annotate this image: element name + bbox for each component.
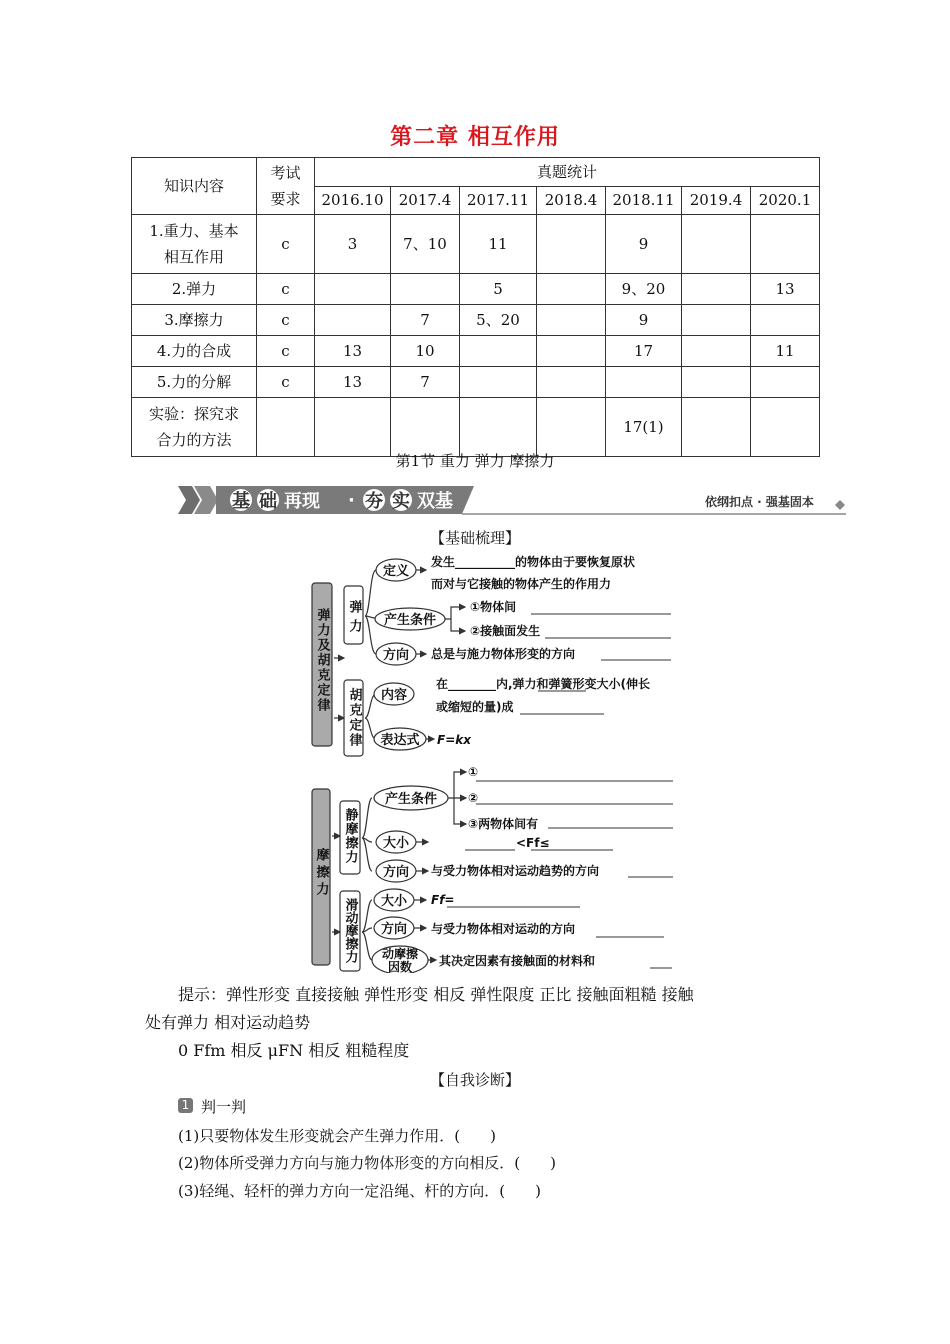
stat-cell: 7 [391, 305, 460, 336]
stat-cell: 13 [315, 367, 391, 398]
stat-cell [682, 367, 751, 398]
mm-k-factor-1: 动摩擦 [381, 947, 419, 961]
stat-cell: 10 [391, 336, 460, 367]
banner-char-6: 双基 [417, 491, 453, 512]
section-banner [178, 484, 846, 516]
table-row [132, 367, 820, 398]
question-3: (3)轻绳、轻杆的弹力方向一定沿绳、杆的方向．( ) [178, 1182, 541, 1200]
stat-cell: 9 [606, 215, 682, 274]
subhead-basic: 【基础梳理】 [429, 529, 520, 547]
stat-cell [315, 305, 391, 336]
chapter-title: 第二章 相互作用 [390, 125, 560, 150]
mm-k-dir-text: 与受力物体相对运动的方向 [431, 922, 576, 936]
mm-friction-group: 摩擦力 [313, 848, 329, 899]
mm-s-size: 大小 [382, 836, 410, 851]
mm-content-text-1: 在________内,弹力和弹簧形变大小(伸长 [436, 677, 651, 691]
banner-char-1: 基 [232, 491, 250, 512]
question-1: (1)只要物体发生形变就会产生弹力作用．( ) [178, 1127, 496, 1145]
stat-cell [537, 274, 606, 305]
knowledge-cell: 5.力的分解 [132, 367, 257, 398]
subhead-diagnosis: 【自我诊断】 [429, 1071, 520, 1089]
mm-content-text-2: 或缩短的量)成 [436, 700, 514, 714]
stat-cell [751, 305, 820, 336]
mm-s-condition: 产生条件 [384, 792, 438, 807]
hint-line-1: 提示：弹性形变 直接接触 弹性形变 相反 弹性限度 正比 接触面粗糙 接触 [178, 985, 694, 1004]
stat-cell [682, 305, 751, 336]
stat-cell [751, 367, 820, 398]
banner-dot: · [348, 490, 355, 511]
mm-condition: 产生条件 [383, 613, 437, 628]
table-row [132, 398, 820, 457]
stat-cell: 5 [460, 274, 537, 305]
mm-k-direction: 方向 [380, 922, 408, 937]
mm-formula-text: F=kx [437, 733, 471, 747]
banner-char-4: 夯 [365, 491, 383, 512]
year-header: 2018.11 [606, 186, 682, 215]
stat-cell [682, 398, 751, 457]
header-stats: 真题统计 [315, 158, 820, 187]
banner-char-2: 础 [259, 491, 277, 512]
table-row [132, 215, 820, 274]
mm-formula: 表达式 [380, 733, 420, 748]
stat-cell [537, 398, 606, 457]
hint-line-2: 处有弹力 相对运动趋势 [145, 1013, 311, 1032]
stat-cell: 11 [460, 215, 537, 274]
year-header: 2018.4 [537, 186, 606, 215]
stat-cell: 13 [315, 336, 391, 367]
requirement-cell: c [257, 336, 315, 367]
mm-cond-1: ①物体间 [470, 600, 517, 614]
stat-cell [682, 336, 751, 367]
mm-cond-2: ②接触面发生 [470, 624, 541, 638]
mm-definition: 定义 [382, 564, 410, 579]
mm-static: 静摩擦力 [342, 808, 358, 864]
mm-k-factor-2: 因数 [387, 960, 413, 973]
mm-sliding: 滑动摩擦力 [342, 898, 358, 963]
stat-cell [315, 274, 391, 305]
mm-content: 内容 [380, 688, 408, 703]
banner-char-3: 再现 [284, 491, 320, 512]
mm-k-factor-hidden: 动摩擦因数 [300, 548, 305, 549]
year-header: 2019.4 [682, 186, 751, 215]
mm-def-text-1: 发生__________的物体由于要恢复原状 [431, 555, 636, 569]
mm-elastic: 弹力 [346, 600, 362, 638]
banner-right-text: 依纲扣点 · 强基固本 [705, 495, 814, 509]
hint-line-3: 0 Ffm 相反 μFN 相反 粗糙程度 [178, 1041, 410, 1060]
stat-cell: 9、20 [606, 274, 682, 305]
table-row [132, 274, 820, 305]
table-row [132, 305, 820, 336]
table-body [132, 215, 820, 457]
year-header: 2016.10 [315, 186, 391, 215]
stat-cell [391, 398, 460, 457]
exam-stats-table [131, 157, 820, 457]
stat-cell: 5、20 [460, 305, 537, 336]
mm-s-cond-2: ② [468, 791, 479, 805]
knowledge-cell: 3.摩擦力 [132, 305, 257, 336]
requirement-cell: c [257, 367, 315, 398]
stat-cell [537, 336, 606, 367]
knowledge-cell: 实验：探究求 合力的方法 [132, 398, 257, 457]
requirement-cell: c [257, 305, 315, 336]
stat-cell: 13 [751, 274, 820, 305]
mm-hooke: 胡克定律 [346, 688, 362, 748]
mm-s-direction: 方向 [382, 865, 410, 880]
year-header: 2020.1 [751, 186, 820, 215]
stat-cell [460, 398, 537, 457]
requirement-cell: c [257, 215, 315, 274]
stat-cell [606, 367, 682, 398]
mm-direction: 方向 [382, 648, 410, 663]
stat-cell [315, 398, 391, 457]
mm-elastic-group: 弹力及胡克定律 [314, 608, 330, 713]
judge-title: 判一判 [201, 1098, 247, 1116]
table-row [132, 336, 820, 367]
judge-number-badge: 1 [178, 1098, 193, 1113]
stat-cell [460, 336, 537, 367]
question-2: (2)物体所受弹力方向与施力物体形变的方向相反．( ) [178, 1154, 556, 1172]
year-header: 2017.4 [391, 186, 460, 215]
stat-cell [537, 367, 606, 398]
section-title: 第1节 重力 弹力 摩擦力 [395, 452, 555, 470]
banner-char-5: 实 [392, 491, 410, 512]
header-knowledge: 知识内容 [132, 158, 257, 215]
stat-cell [537, 215, 606, 274]
mm-s-cond-1: ① [468, 765, 479, 779]
mindmap [300, 548, 700, 973]
header-requirement: 考试 要求 [257, 158, 315, 215]
stat-cell [682, 274, 751, 305]
stat-cell: 7 [391, 367, 460, 398]
mm-k-size-text: Ff= [431, 893, 455, 907]
stat-cell [460, 367, 537, 398]
stat-cell: 17 [606, 336, 682, 367]
requirement-cell: c [257, 274, 315, 305]
mm-s-size-text: <Ff≤ [516, 836, 550, 850]
year-header: 2017.11 [460, 186, 537, 215]
stat-cell [682, 215, 751, 274]
knowledge-cell: 1.重力、基本 相互作用 [132, 215, 257, 274]
stat-cell [391, 274, 460, 305]
mm-s-dir-text: 与受力物体相对运动趋势的方向 [431, 864, 600, 878]
knowledge-cell: 2.弹力 [132, 274, 257, 305]
knowledge-cell: 4.力的合成 [132, 336, 257, 367]
mm-s-cond-3: ③两物体间有 [468, 817, 539, 831]
stat-cell: 3 [315, 215, 391, 274]
mm-k-factor-text: 其决定因素有接触面的材料和 [439, 954, 596, 968]
mm-dir-text: 总是与施力物体形变的方向 [431, 647, 576, 661]
mm-def-text-2: 而对与它接触的物体产生的作用力 [431, 577, 612, 591]
stat-cell: 7、10 [391, 215, 460, 274]
stat-cell: 17(1) [606, 398, 682, 457]
mm-k-size: 大小 [380, 894, 408, 909]
stat-cell: 11 [751, 336, 820, 367]
requirement-cell [257, 398, 315, 457]
stat-cell [537, 305, 606, 336]
stat-cell: 9 [606, 305, 682, 336]
stat-cell [751, 398, 820, 457]
stat-cell [751, 215, 820, 274]
